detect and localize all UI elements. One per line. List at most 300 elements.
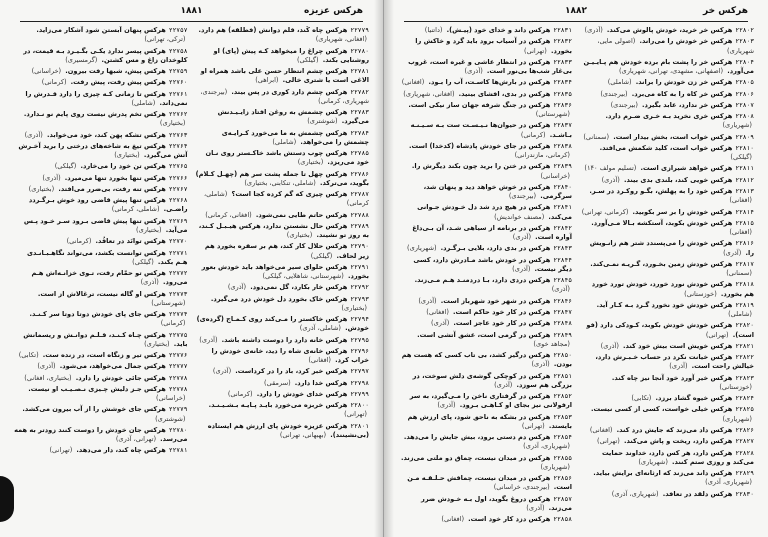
proverb-entry (398, 90, 572, 99)
entry-source: (سرمقی) (264, 378, 291, 387)
entry-text: هرکس عزیزه خودش پای ارزش هم ایستاده (بی‌نشینند). (207, 421, 369, 439)
proverb-entry (196, 367, 370, 376)
entry-source: (آذری) (531, 360, 550, 369)
entry-text: هرکس دردی دارد، بـا دردمنـد هـم مـی‌زند. (414, 276, 551, 285)
entry-source: (آذری) (42, 173, 61, 182)
entry-source: (بختیاری) (159, 119, 186, 128)
entry-number: ۲۲۷۹۷ (350, 368, 369, 376)
entry-text: هرکس حلوای سیر می‌خواهد باید خودش بعور بخورد. (201, 262, 369, 280)
proverb-entry (196, 88, 370, 106)
entry-source: (آذری) (431, 319, 450, 328)
entry-text: هرکس در هیچ درد شد دل خـودش جـوانی می‌کند. (417, 203, 572, 221)
proverb-entry (196, 315, 370, 333)
entry-text: هرکس خیانت نکرد در حساب خـبـرش دارد، خیالش راحت است. (595, 353, 754, 371)
proverb-entry (196, 401, 370, 419)
entry-source: (آذری) (494, 380, 513, 389)
entry-source: (آذری) (37, 362, 56, 371)
proverb-entry (14, 142, 188, 160)
entry-text: هرکس خواب است، کلید شکمش می‌افتد. (599, 143, 733, 152)
entry-number: ۲۲۷۶۰ (168, 79, 188, 87)
proverb-entry (196, 295, 370, 313)
proverb-entry (580, 426, 754, 435)
entry-text: هرکس خودش را بر سر بکوبید. (632, 207, 733, 216)
entry-number: ۲۲۸۱۹ (735, 301, 754, 309)
entry-text: هرکس در آسیاب برود باید گرد و خاکش را بخورد. (415, 37, 572, 55)
proverb-entry (14, 351, 188, 360)
entry-source: (بیرجندی) (610, 100, 638, 109)
entry-text: هرکس در کار خود حاکم است. (453, 307, 551, 316)
entry-text: هرکس خودش زمین بخـورد، گـریـه نمـی‌کند. (590, 259, 733, 268)
proverb-entry (196, 211, 370, 220)
entry-text: هرکس در گرمی است، عشق آتشی است. (417, 330, 551, 339)
left-page-column-left (14, 26, 188, 523)
entry-number: ۲۲۸۲۳ (735, 374, 754, 382)
entry-text: هرکس چشم انتظار حسن علی باشد همراه او الاغی است یا شتری خالی. (200, 67, 369, 85)
left-page-column-right (196, 26, 370, 523)
entry-source: (شوشتری) (307, 117, 338, 126)
entry-source: (خوزستانی) (719, 382, 752, 391)
entry-number: ۲۲۸۱۲ (735, 176, 754, 184)
proverb-entry (580, 78, 754, 87)
entry-number: ۲۲۸۵۳ (553, 413, 572, 421)
entry-number: ۲۲۷۸۱ (350, 68, 369, 75)
proverb-entry (14, 290, 188, 308)
entry-number: ۲۲۸۴۷ (553, 308, 572, 316)
entry-text: هرکس خر خودش را می‌راند. (639, 37, 733, 46)
proverb-entry (398, 319, 572, 328)
proverb-entry (14, 237, 188, 246)
proverb-entry (14, 196, 188, 214)
entry-number: ۲۲۷۷۳ (168, 290, 188, 298)
entry-text: هرکس حاتم طایی نمی‌شود. (255, 210, 348, 219)
entry-source: (تکابی) (18, 351, 39, 360)
entry-source: (افغانی) (729, 196, 752, 205)
entry-source: (شهریاری) (722, 121, 752, 130)
entry-source: (کرمانی، تهرانی) (581, 207, 629, 216)
entry-source: (افغانی) (308, 356, 332, 365)
entry-source: (شاملی، تنکابنی، بختیاری) (244, 178, 316, 187)
entry-source: (آذری) (227, 283, 247, 292)
entry-text: هرکس خاکستر را مـی‌کند روی کـمـاج (گرده‌ی) خودش. (196, 315, 369, 333)
entry-source: (شهرستانی) (535, 110, 570, 119)
entry-number: ۲۲۷۹۴ (350, 316, 369, 324)
entry-text: هرکس دارد، هر کس دارد، خداوند حمایت می‌کند و روزی ستم کنند. (601, 448, 754, 466)
proverb-entry (398, 372, 572, 390)
entry-source: (گیلکی) (132, 257, 154, 266)
entry-text: هرکس خدا دارد. (294, 378, 348, 387)
proverb-entry (14, 26, 188, 44)
entry-source: (شاملی، کرمانی) (111, 205, 160, 214)
entry-number: ۲۲۸۳۲ (553, 38, 572, 46)
proverb-entry (398, 515, 572, 523)
proverb-entry (580, 58, 754, 76)
proverb-entry (14, 47, 188, 65)
entry-source: (افغانی) (401, 78, 425, 87)
entry-number: ۲۲۷۹۱ (350, 263, 369, 271)
right-page-columns (398, 26, 754, 523)
entry-source: (شهریاری، آذری) (611, 489, 659, 498)
entry-text: هرکس خویش است بیش خود کند. (623, 341, 733, 350)
entry-source: (افغانی، کرمانی) (205, 210, 252, 219)
entry-number: ۲۲۷۶۶ (168, 174, 188, 182)
entry-source: (تهرانی) (597, 437, 620, 446)
entry-source: (افغانی) (729, 228, 752, 237)
entry-number: ۲۲۷۸۷ (350, 191, 369, 198)
entry-text: هرکس در کار خود عاجز است. (453, 319, 551, 328)
entry-number: ۲۲۸۰۹ (735, 133, 754, 141)
proverb-entry (398, 351, 572, 369)
entry-number: ۲۲۸۲۹ (735, 470, 754, 478)
proverb-entry (398, 244, 572, 253)
right-header-rule (404, 21, 748, 22)
entry-text: هرکس در گرفتاری ناخن را مـی‌گیرد، به سر ارفولانی نیز بجای او کـاهـی بـرود. (409, 392, 572, 410)
proverb-entry (196, 67, 370, 85)
entry-source: (ابراهی) (255, 76, 279, 85)
entry-source: (بختیاری) (144, 339, 170, 348)
entry-source: (آذری) (512, 233, 532, 242)
proverb-entry (14, 426, 188, 444)
entry-source: (اصفهانی، مشهدی، تهرانی، شهریاری) (618, 67, 724, 75)
left-page-header (20, 6, 363, 20)
entry-source: (بختیاری) (341, 303, 367, 312)
entry-source: (شهریاری) (638, 457, 668, 466)
proverb-entry (398, 276, 572, 294)
left-running-head: هرکس عزیزه (304, 6, 363, 16)
entry-source: (تسلیم مولف ۱۴۰) (584, 164, 637, 173)
entry-source: (بختیاری) (114, 151, 140, 160)
entry-number: ۲۲۷۸۹ (350, 222, 369, 230)
entry-source: (آذری) (584, 26, 603, 34)
entry-source: (گرمسیری) (65, 55, 98, 64)
entry-text: هرکس جای خوشش را از آب بیرون می‌کشد. (22, 405, 166, 414)
proverb-entry (14, 217, 188, 235)
entry-text: هرکس داد می‌زند که جایش درد کند. (616, 425, 733, 434)
entry-source: (خوزستانی) (684, 289, 717, 298)
entry-text: هرکس در برنامه از سیاهی شـد، آن بـی‌داغ آواره است. (412, 223, 572, 242)
entry-number: ۲۲۷۸۶ (350, 170, 369, 178)
proverb-entry (398, 495, 572, 513)
right-page-column-left (398, 26, 572, 523)
entry-number: ۲۲۷۷۶ (168, 352, 188, 360)
thumb-shadow (0, 476, 14, 522)
proverb-entry (580, 405, 754, 423)
entry-text: هرکس پیسر ندارد یکـی بگـیـرد بـه قیمت، در کلوخدان زاغ و مس کشتن. (23, 46, 188, 64)
entry-text: هرکس خودش خودش بکوبد، کـودکی دارد (فو است). (586, 321, 754, 339)
entry-source: (افغانی) (426, 307, 449, 316)
proverb-entry (580, 37, 754, 55)
proverb-entry (580, 164, 754, 173)
proverb-entry (580, 490, 754, 499)
proverb-entry (580, 219, 754, 237)
entry-text: هرکس خودش بکوبد، آستکشه بـالا مـی‌آورد. (591, 218, 733, 227)
entry-number: ۲۲۷۵۷ (168, 27, 188, 34)
entry-text: هرکس خار بکارد، گل نمی‌دود. (250, 283, 348, 292)
proverb-entry (398, 142, 572, 160)
entry-number: ۲۲۸۴۱ (553, 204, 572, 212)
entry-number: ۲۲۷۷۷ (168, 363, 188, 371)
entry-text: هرکس در ختن را برید چون بکند دیگرش را. (411, 162, 551, 171)
entry-number: ۲۲۸۵۰ (553, 352, 572, 360)
entry-text: هرکس خودش خود نخورد گـرد بـه کـار آید. (596, 300, 733, 309)
entry-source: (آذری) (512, 264, 531, 273)
entry-number: ۲۲۷۶۸ (168, 197, 188, 205)
entry-text: هرکس جان خودش را دوست کنند زودتر به همه می‌رسد. (14, 425, 188, 444)
entry-number: ۲۲۸۴۴ (553, 256, 572, 264)
proverb-entry (580, 133, 754, 142)
entry-number: ۲۲۷۶۹ (168, 217, 188, 225)
entry-text: هرکس خیر آورد خود آنجا نیز چاه کند. (611, 373, 733, 382)
proverb-entry (14, 331, 188, 349)
proverb-entry (398, 101, 572, 119)
entry-text: هرکس تشکه پهن کند، خود می‌خوابد. (46, 130, 166, 139)
proverb-entry (14, 185, 188, 194)
entry-text: هرکس پنهان آبستن شود آشکار می‌زاید. (36, 26, 166, 34)
entry-source: (کرمانی، مازندرانی) (514, 151, 570, 160)
proverb-entry (398, 37, 572, 55)
proverb-entry (398, 331, 572, 349)
entry-source: (آذری) (526, 503, 545, 512)
entry-number: ۲۲۸۳۷ (553, 122, 572, 130)
entry-text: هرکس تیر و زنگاه است، در زنده ست. (42, 351, 166, 360)
entry-source: (تهرانی) (705, 330, 729, 339)
entry-text: هرکس در جای خودش پادشاه (کدخدا) است. (409, 141, 551, 150)
proverb-entry (398, 454, 572, 472)
proverb-entry (14, 90, 188, 108)
proverb-entry (196, 129, 370, 147)
entry-text: هرکس تن خود را می‌خارد. (80, 162, 166, 171)
proverb-entry (14, 174, 188, 183)
proverb-entry (196, 347, 370, 365)
entry-source: (سمنانی) (583, 132, 610, 141)
entry-text: هرکس تنه رفت، بی‌ضرر می‌افتد. (58, 184, 166, 193)
left-page-columns (14, 26, 369, 523)
entry-source: (تهرانی) (49, 446, 73, 455)
entry-number: ۲۲۷۵۸ (168, 47, 188, 55)
entry-text: هرکس خویی کند، بلندی بدی بیند. (623, 175, 733, 184)
proverb-entry (580, 239, 754, 257)
entry-text: هرکس درگیر کشد، بی‌ تاب کسی که هست هم بودن. (401, 351, 572, 369)
proverb-entry (196, 422, 370, 440)
entry-number: ۲۲۷۹۵ (350, 336, 369, 344)
entry-text: هرکس در خوش خواهد دید و پنهان شد، سرگرمی. (423, 182, 572, 201)
proverb-entry (14, 67, 188, 76)
entry-text: هرکس تخم پدرش نیست روی پایم نو نـدارد. (23, 110, 166, 119)
entry-text: هرکس خواب است، بخش بیدار است. (613, 132, 733, 141)
entry-source: (آذری) (669, 362, 688, 371)
entry-source: (تهرانی، آذری) (115, 435, 157, 444)
entry-text: هرکس در خودش باشد مـادرش دارد، کسی دیگر نیست. (413, 255, 572, 273)
entry-number: ۲۲۸۵۴ (553, 434, 572, 442)
entry-source: (گیلکی) (310, 251, 333, 260)
entry-text: هرکس دارد، ریخت و پاش می‌کند. (623, 437, 733, 446)
entry-source: (کرمانی) (160, 319, 186, 328)
entry-text: هرکس در کوچکی گوشه‌ی دلش سوخت، در بزرگی هم سوزد. (412, 371, 572, 389)
entry-number: ۲۲۸۳۶ (553, 101, 572, 109)
entry-text: هرکس در انتظار عاشی و غیره است، غروب بی‌غار شب‌ها بی‌نور است. (408, 57, 572, 75)
entry-source: (بختیاری) (286, 231, 313, 239)
proverb-entry (580, 342, 754, 351)
entry-number: ۲۲۷۶۴ (168, 142, 188, 150)
proverb-entry (580, 469, 754, 487)
entry-number: ۲۲۷۷۹ (350, 27, 369, 34)
entry-number: ۲۲۷۹۰ (350, 243, 369, 251)
entry-source: (بختیاری) (297, 158, 324, 167)
entry-source: (بختیاری) (28, 184, 55, 193)
entry-source: (مجاهد خوی) (533, 339, 570, 348)
entry-number: ۲۲۷۸۱ (168, 447, 188, 455)
entry-text: هرکس توانَد در تعافُد. (95, 237, 166, 246)
entry-number: ۲۲۸۰۴ (735, 58, 754, 66)
entry-number: ۲۲۸۳۴ (553, 79, 572, 87)
entry-text: هرکس چشمش به ما می‌خورد کـرایـه‌ی چشمش را می‌خواهد. (221, 128, 369, 146)
entry-number: ۲۲۷۷۲ (168, 270, 188, 278)
entry-source: (شهریاری) (407, 244, 437, 253)
entry-source: (تهرانی) (344, 410, 367, 419)
proverb-entry (398, 26, 572, 35)
entry-source: (آذری) (437, 401, 456, 410)
entry-text: هرکس چشمش به روغن افتاد زایـیـدنش می‌گیرد. (217, 108, 369, 126)
proverb-entry (398, 224, 572, 242)
entry-text: هرکس پیش، شبها رفت بیرون. (65, 67, 166, 75)
proverb-entry (196, 336, 370, 345)
entry-source: (آذری) (24, 130, 43, 139)
entry-number: ۲۲۸۴۲ (553, 224, 572, 232)
proverb-entry (14, 249, 188, 267)
entry-source: (شهرستانی، شاهلایی، گیلکی) (262, 272, 344, 280)
entry-text: هرکس خانه‌ی شاه را دید، خانه‌ی خودش را خراب کرد. (211, 346, 369, 365)
entry-text: هرکس پیش رفت، پیش رفت. (70, 78, 166, 87)
proverb-entry (580, 208, 754, 217)
proverb-entry (398, 78, 572, 87)
entry-text: هرکس چهل تا جمله پشت سر هم (چهـل کـلام) بگوید، می‌ترکد. (195, 169, 369, 187)
proverb-entry (580, 437, 754, 446)
entry-number: ۲۲۷۷۸ (168, 385, 188, 393)
entry-number: ۲۲۸۳۳ (553, 58, 572, 66)
proverb-entry (14, 78, 188, 87)
entry-number: ۲۲۸۰۵ (735, 79, 754, 87)
entry-source: (آذری) (418, 296, 437, 305)
entry-number: ۲۲۸۲۷ (735, 438, 754, 446)
proverb-entry (580, 374, 754, 392)
entry-text: هرکس خر خرید، خودش پالوش می‌کند. (606, 26, 733, 34)
proverb-entry (580, 301, 754, 319)
entry-source: (افغانی) (441, 515, 465, 523)
entry-text: هرکس تا زمانی کـه چیزی را دارد قـدرش را نمی‌داند. (25, 89, 188, 107)
entry-text: هرکس خیوه گشاد برزد. (655, 394, 733, 403)
entry-number: ۲۲۷۸۲ (350, 88, 369, 96)
entry-source: (ترکی، تهرانی) (144, 35, 186, 44)
entry-text: هرکس خودش نورد خورد، خودش تورد خورد هم بخورد. (591, 280, 754, 298)
entry-source: (بختیاری، افغانی) (24, 373, 72, 382)
entry-number: ۲۲۷۸۰ (350, 47, 369, 55)
entry-number: ۲۲۸۲۰ (735, 322, 754, 330)
entry-number: ۲۲۸۳۰ (735, 490, 754, 498)
entry-number: ۲۲۸۰۲ (735, 27, 754, 34)
entry-text: هرکس جائی خودش را دارد. (75, 373, 166, 382)
entry-source: (خراسانی) (155, 394, 186, 403)
entry-source: (شاملی) (131, 98, 156, 107)
entry-text: هرکس حال نشستن ندارد، هرکس هیـبـل کـند، به روز تو نشیند. (198, 221, 369, 239)
entry-source: (شهریاری) (722, 414, 752, 423)
entry-text: هرکس تو حمّام رفت، تـوی خزانـه‌اش هـم می‌رود. (31, 269, 188, 287)
entry-number: ۲۲۷۹۲ (350, 284, 369, 292)
entry-number: ۲۲۸۱۷ (735, 260, 754, 268)
entry-number: ۲۲۷۸۰ (168, 426, 188, 434)
entry-text: هرکس در جنگ شرفه جهان ساز نیکی است. (408, 100, 551, 109)
entry-source: (مصنف خواندیش) (494, 212, 545, 221)
entry-text: هرکس دروغ بگوید، اول بـه خـودش ضرر می‌زند. (421, 494, 572, 512)
proverb-entry (580, 101, 754, 110)
entry-text: هرکس جمال می‌خواهد، می‌شود. (59, 362, 166, 371)
entry-source: (تکابی) (631, 394, 652, 403)
entry-number: ۲۲۷۹۸ (350, 379, 369, 387)
entry-source: (آذری) (600, 341, 619, 350)
entry-source: (افغانی، شهریاری) (315, 35, 367, 44)
entry-number: ۲۲۷۷۵ (168, 331, 188, 339)
proverb-entry (196, 26, 370, 44)
entry-text: هرکس در بارش‌ها کاسـت، آب را بـود. (428, 78, 551, 87)
entry-source: (شاملی، کرمانی) (203, 190, 369, 208)
proverb-entry (14, 131, 188, 140)
entry-number: ۲۲۸۱۶ (735, 240, 754, 248)
entry-text: هرکس جای پای خودش دوتا دوتا سر کـنـد. (29, 310, 166, 319)
entry-number: ۲۲۸۵۱ (553, 372, 572, 380)
entry-number: ۲۲۸۳۵ (553, 90, 572, 98)
proverb-entry (580, 187, 754, 205)
entry-source: (بختیاری) (136, 225, 162, 234)
proverb-entry (196, 379, 370, 388)
entry-text: هرکس خبر کرد، باد را در کرداست. (235, 367, 348, 376)
entry-source: (کرمانی) (227, 389, 253, 398)
proverb-entry (580, 144, 754, 162)
entry-number: ۲۲۸۴۶ (553, 297, 572, 305)
entry-text: هرکس چاه کَند، قلم دوانش (فطلقه) هم دارد. (198, 26, 348, 34)
entry-source: (داتنیا) (424, 26, 443, 34)
entry-number: ۲۲۷۶۱ (168, 90, 188, 98)
entry-number: ۲۲۷۹۳ (350, 295, 369, 303)
proverb-entry (196, 222, 370, 240)
entry-source: (آذری) (140, 278, 159, 287)
entry-number: ۲۲۷۸۴ (350, 129, 369, 137)
entry-source: (آذری) (551, 285, 570, 294)
entry-number: ۲۲۸۰۰ (350, 402, 369, 410)
entry-text: هرکس خربزه می‌خورد بایـد پـایـه بـشـیـنـد. (208, 401, 348, 410)
entry-text: هرکس تنها پیش قاضی رود خوش بـرگـردد راضـی. (28, 196, 188, 214)
entry-source: (سمنانی) (726, 269, 752, 278)
proverb-entry (196, 108, 370, 126)
entry-number: ۲۲۸۱۱ (735, 165, 754, 173)
entry-number: ۲۲۸۴۵ (553, 277, 572, 285)
proverb-entry (196, 47, 370, 65)
entry-source: (کرمانی) (520, 130, 546, 139)
entry-text: هرکس چراغ را میخواهد کـه پیش (پای) او روشنایی بکند. (213, 46, 369, 64)
entry-source: (بیرجندی) (600, 89, 628, 98)
entry-source: (بهبهانی، تهرانی) (279, 430, 327, 439)
entry-text: هرکس در حیوان‌ها نـیـسـت ست بـه سـیـنـه بـاشـد. (410, 121, 572, 139)
proverb-entry (398, 203, 572, 221)
proverb-entry (14, 405, 188, 423)
entry-source: (خراسانی) (31, 67, 62, 75)
entry-text: هرکس حلال کار کند، هم بر سفره بخورد هم زیر لحاف. (204, 242, 369, 260)
entry-number: ۲۲۸۳۱ (553, 27, 572, 34)
entry-number: ۲۲۷۶۲ (168, 111, 188, 119)
entry-source: (شهرستانی) (151, 298, 186, 307)
proverb-entry (398, 162, 572, 180)
entry-source: (آذری) (723, 248, 742, 257)
proverb-entry (398, 308, 572, 317)
entry-number: ۲۲۸۰۷ (735, 101, 754, 109)
entry-number: ۲۲۸۰۳ (735, 38, 754, 46)
